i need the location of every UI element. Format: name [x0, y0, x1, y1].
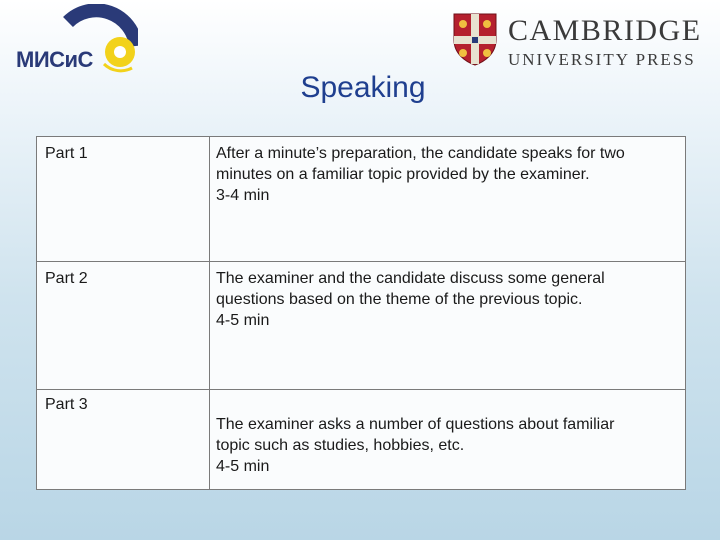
part-cell: [37, 389, 210, 489]
duration-text: 3-4 min: [216, 187, 270, 204]
description-line: minutes on a familiar topic provided by the examiner.: [216, 166, 590, 183]
part-cell: [37, 262, 210, 389]
slide-title: Speaking: [300, 71, 426, 104]
table-row: [37, 389, 686, 489]
description-cell: [210, 137, 686, 262]
part-label: Part 2: [45, 270, 88, 288]
description-line: After a minute’s preparation, the candidate speaks for two: [216, 145, 625, 162]
cambridge-logo-subtitle: UNIVERSITY PRESS: [508, 50, 696, 69]
cambridge-shield-icon: [452, 12, 498, 66]
misis-logo-text: МИСиС: [16, 47, 93, 72]
table-row: [37, 262, 686, 389]
duration-text: 4-5 min: [216, 457, 270, 475]
description-cell: [210, 389, 686, 489]
part-cell: [37, 137, 210, 262]
description-line: questions based on the theme of the previous topic.: [216, 291, 583, 309]
duration-text: 4-5 min: [216, 312, 270, 330]
description-cell: [210, 262, 686, 389]
part-label: Part 1: [45, 145, 88, 162]
description-line: The examiner and the candidate discuss some general: [216, 270, 605, 288]
description-line: topic such as studies, hobbies, etc.: [216, 436, 465, 454]
table-row: [37, 137, 686, 262]
description-line: The examiner asks a number of questions about familiar: [216, 415, 615, 433]
cambridge-logo: [452, 12, 712, 70]
part-label: Part 3: [45, 395, 88, 413]
speaking-parts-table: [36, 136, 686, 490]
cambridge-logo-name: CAMBRIDGE: [508, 14, 702, 47]
description-block: [216, 396, 677, 477]
